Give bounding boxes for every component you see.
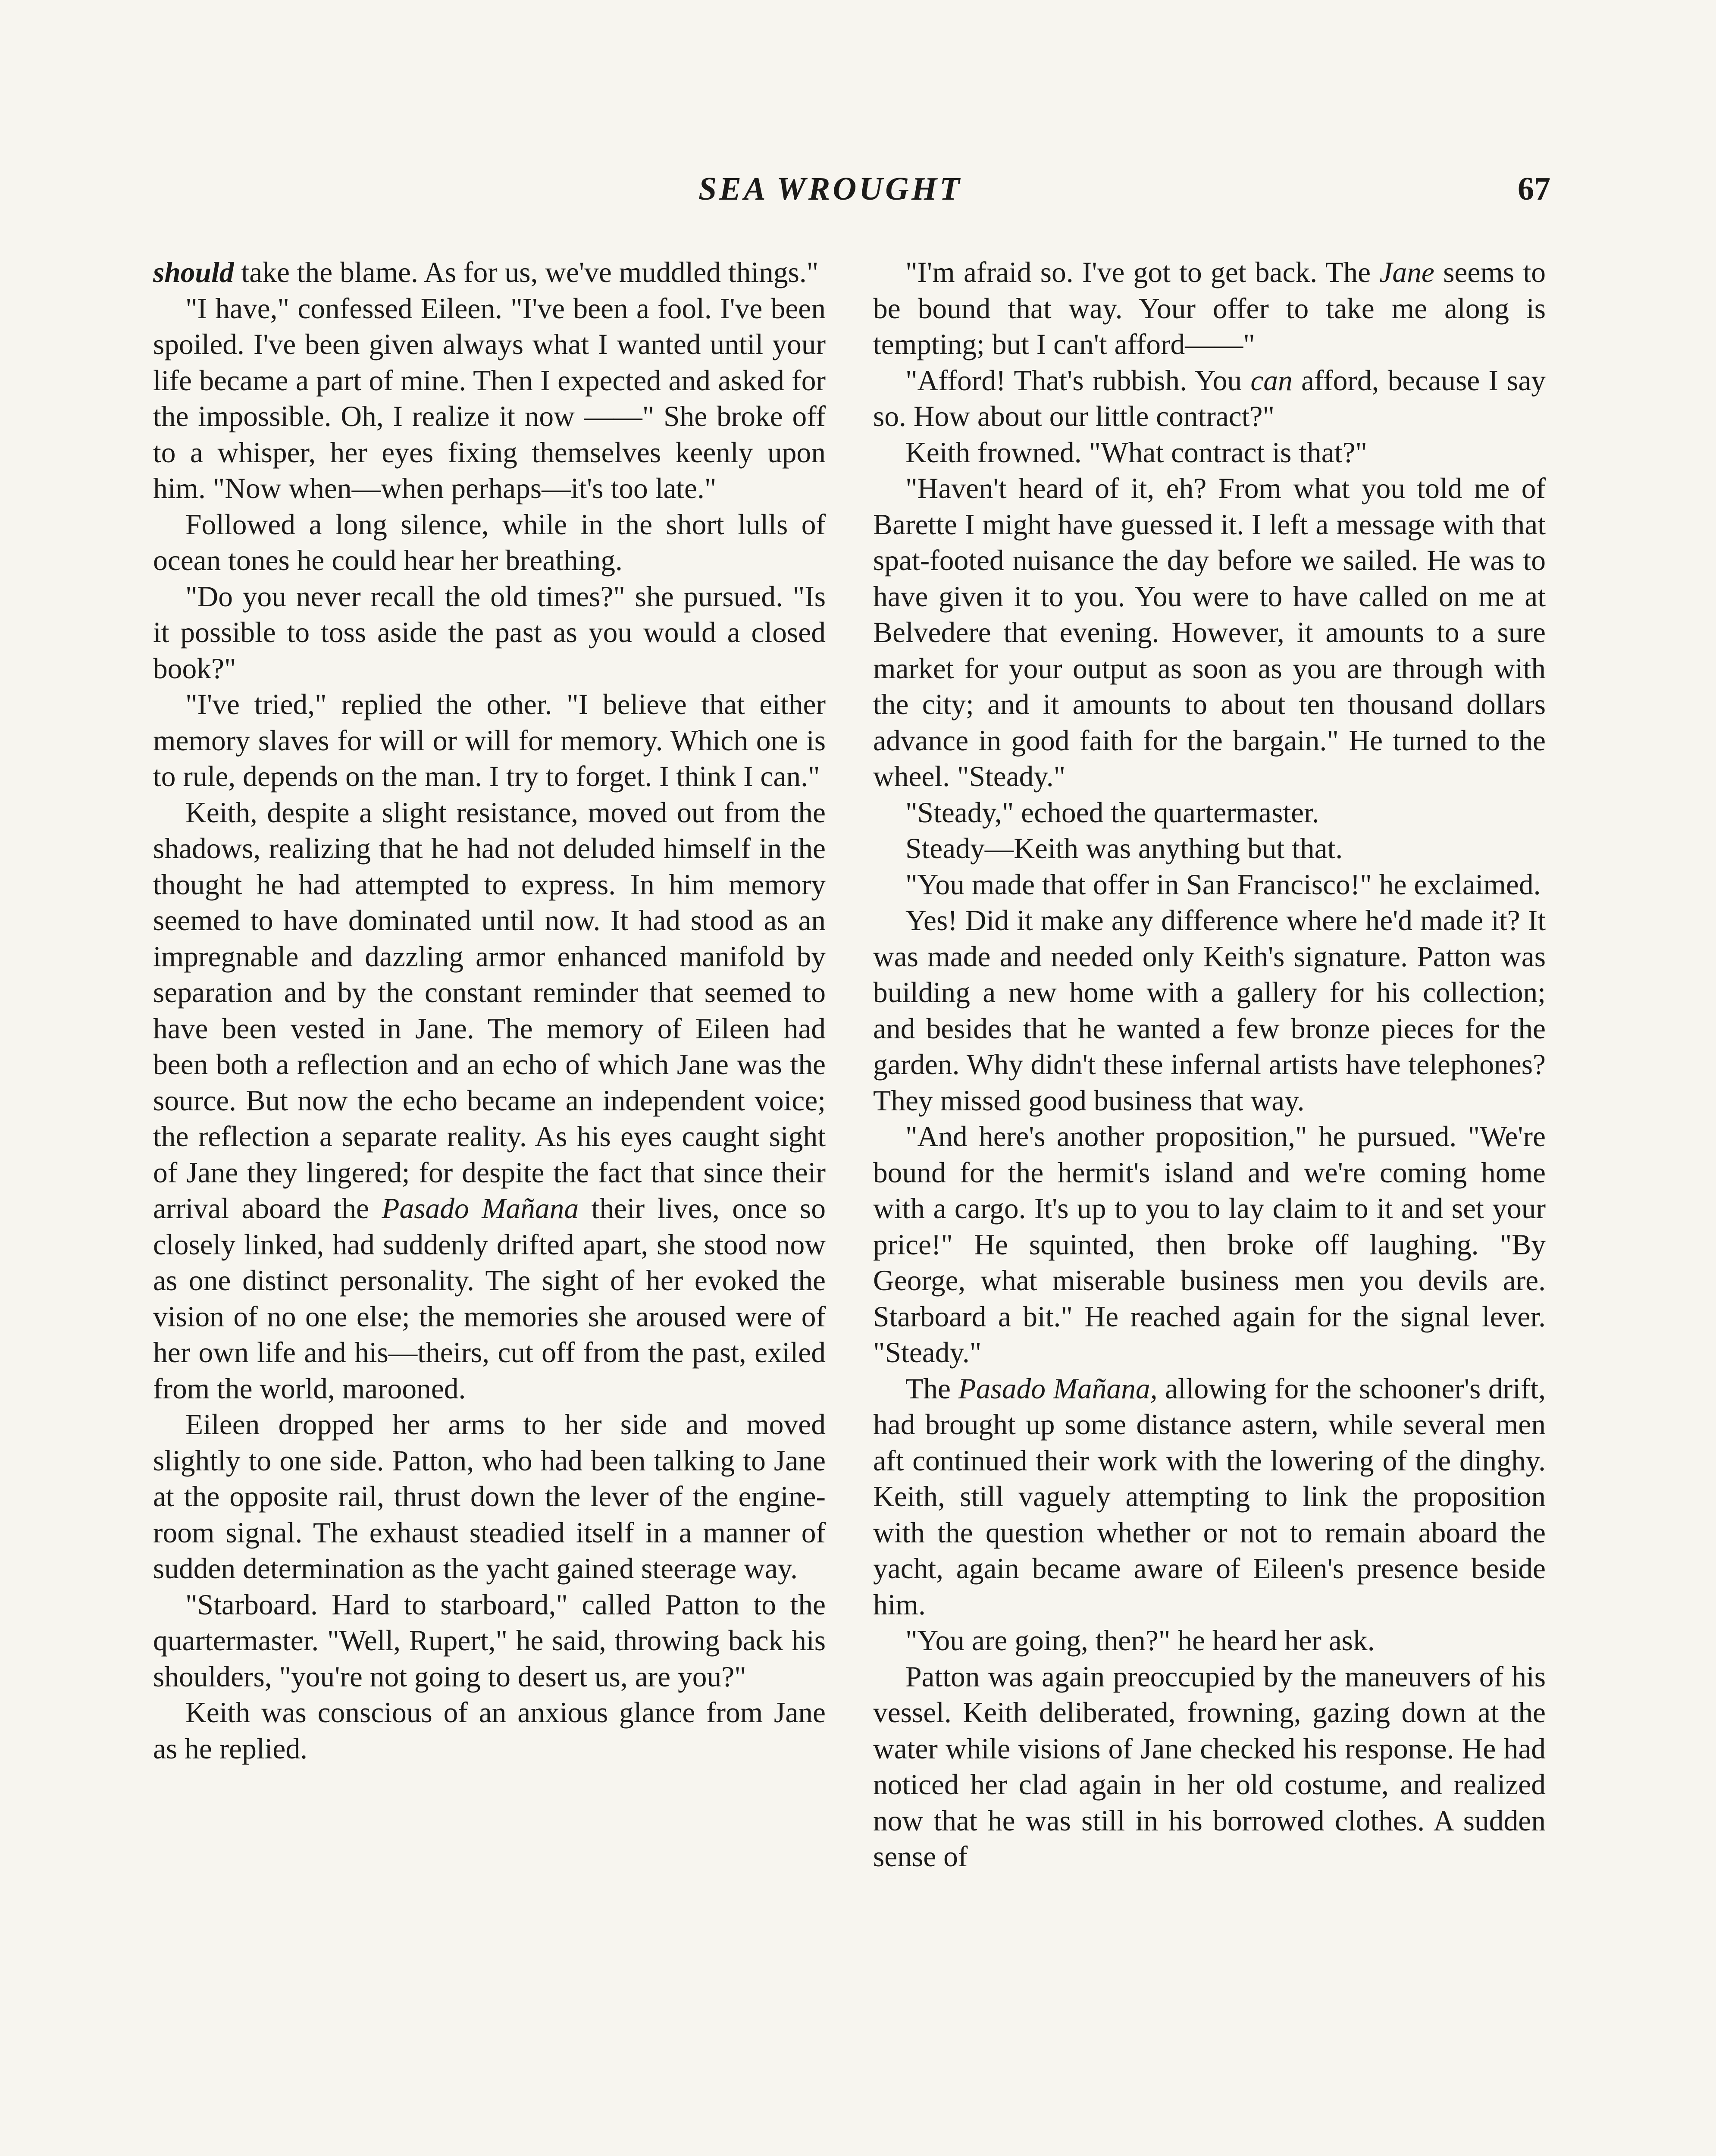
right-text-column (873, 254, 1546, 1875)
paragraph (153, 1407, 826, 1587)
text-run: allowing for the schooner's drift, had brought up some distance astern, while several men aft continued their work with the lowering of the dinghy. Keith, still vaguely attempting to link the proposition with the question whether or not to remain aboard the yacht, again became aware of Eileen's presence beside him. (873, 1372, 1546, 1621)
text-run: "Starboard. Hard to starboard," called Patton to the quartermaster. "Well, Rupert," he said, throwing back his shoulders, "you're not going to desert us, are you?" (153, 1588, 826, 1693)
page-number: 67 (1518, 171, 1550, 207)
left-text-column (153, 254, 826, 1767)
text-run: "I'm afraid so. I've got to get back. The (905, 256, 1380, 288)
text-run: Yes! Did it make any difference where he'd made it? It was made and needed only Keith's signature. Patton was building a new home with a gallery for his collection; and besides that he wanted a few bronze pieces for the garden. Why didn't these infernal artists have telephones? They missed good business that way. (873, 904, 1546, 1117)
paragraph (153, 795, 826, 1407)
paragraph (873, 435, 1546, 471)
text-run: "You are going, then?" he heard her ask. (905, 1624, 1375, 1657)
text-run: seems to be bound that way. Your offer to take me along is tempting; but I can't afford——" (873, 256, 1546, 360)
text-run: take the blame. As for us, we've muddled things." (234, 256, 819, 288)
paragraph (873, 363, 1546, 435)
paragraph (873, 867, 1546, 903)
paragraph (873, 903, 1546, 1119)
text-run: Keith, despite a slight resistance, moved out from the shadows, realizing that he had not deluded himself in the thought he had attempted to express. In him memory seemed to have dominated until now. It had stood as an impregnable and dazzling armor enhanced manifold by separation and by the constant reminder that seemed to have been vested in Jane. The memory of Eileen had been both a reflection and an echo of which Jane was the source. But now the echo became an independent voice; the reflection a separate reality. As his eyes caught sight of Jane they lingered; for despite the fact that since their arrival aboard the (153, 796, 826, 1225)
text-run: Steady—Keith was anything but that. (905, 832, 1343, 865)
text-run: "Do you never recall the old times?" she pursued. "Is it possible to toss aside the past as you would a closed book?" (153, 580, 826, 685)
running-title: SEA WROUGHT (698, 171, 962, 207)
text-run: their lives, once so closely linked, had suddenly drifted apart, she stood now as one distinct personality. The sight of her evoked the vision of no one else; the memories she aroused were of her own life and his—theirs, cut off from the past, exiled from the world, marooned. (153, 1192, 826, 1405)
text-run: "I have," confessed Eileen. "I've been a fool. I've been spoiled. I've been given always what I wanted until your life became a part of mine. Then I expected and asked for the impossible. Oh, I realize it now ——" She broke off to a whisper, her eyes fixing themselves keenly upon him. "Now when—when perhaps—it's too late." (153, 292, 826, 505)
emphasized-text: can (1250, 364, 1293, 397)
paragraph (153, 1695, 826, 1767)
paragraph (873, 1371, 1546, 1623)
emphasized-text: Pasado Mañana (382, 1192, 579, 1225)
text-run: afford, because I say so. How about our little contract?" (873, 364, 1546, 432)
paragraph (873, 254, 1546, 363)
emphasized-text: Jane (1379, 256, 1434, 288)
paragraph (873, 1623, 1546, 1659)
paragraph (153, 291, 826, 507)
emphasized-text: Pasado Mañana, (958, 1372, 1158, 1405)
paragraph (873, 470, 1546, 795)
text-run: Keith was conscious of an anxious glance from Jane as he replied. (153, 1696, 826, 1765)
paragraph (153, 579, 826, 687)
text-run: Eileen dropped her arms to her side and moved slightly to one side. Patton, who had been talking to Jane at the opposite rail, thrust down the lever of the engine-room signal. The exhaust steadied itself in a manner of sudden determination as the yacht gained steerage way. (153, 1408, 826, 1585)
text-run: The (905, 1372, 958, 1405)
text-run: Patton was again preoccupied by the maneuvers of his vessel. Keith deliberated, frowning, gazing down at the water while visions of Jane checked his response. He had noticed her clad again in her old costume, and realized now that he was still in his borrowed clothes. A sudden sense of (873, 1660, 1546, 1873)
text-run: "Afford! That's rubbish. You (905, 364, 1251, 397)
emphasized-text: should (153, 256, 234, 288)
text-run: "And here's another proposition," he pursued. "We're bound for the hermit's island and we're coming home with a cargo. It's up to you to lay claim to it and set your price!" He squinted, then broke off laughing. "By George, what miserable business men you devils are. Starboard a bit." He reached again for the signal lever. "Steady." (873, 1120, 1546, 1369)
text-run: "Steady," echoed the quartermaster. (905, 796, 1319, 829)
text-run: Keith frowned. "What contract is that?" (905, 436, 1367, 469)
paragraph (153, 1587, 826, 1695)
paragraph (873, 1659, 1546, 1875)
paragraph (873, 830, 1546, 867)
paragraph (153, 686, 826, 795)
text-run: "You made that offer in San Francisco!" he exclaimed. (905, 868, 1541, 901)
paragraph (153, 254, 826, 291)
paragraph (873, 795, 1546, 831)
text-run: "Haven't heard of it, eh? From what you told me of Barette I might have guessed it. I left a message with that spat-footed nuisance the day before we sailed. He was to have given it to you. You were to have called on me at Belvedere that evening. However, it amounts to a sure market for your output as soon as you are through with the city; and it amounts to about ten thousand dollars advance in good faith for the bargain." He turned to the wheel. "Steady." (873, 472, 1546, 793)
text-run: "I've tried," replied the other. "I believe that either memory slaves for will or will for memory. Which one is to rule, depends on the man. I try to forget. I think I can." (153, 688, 826, 793)
text-run: Followed a long silence, while in the short lulls of ocean tones he could hear her breathing. (153, 508, 826, 577)
paragraph (153, 507, 826, 579)
paragraph (873, 1119, 1546, 1371)
